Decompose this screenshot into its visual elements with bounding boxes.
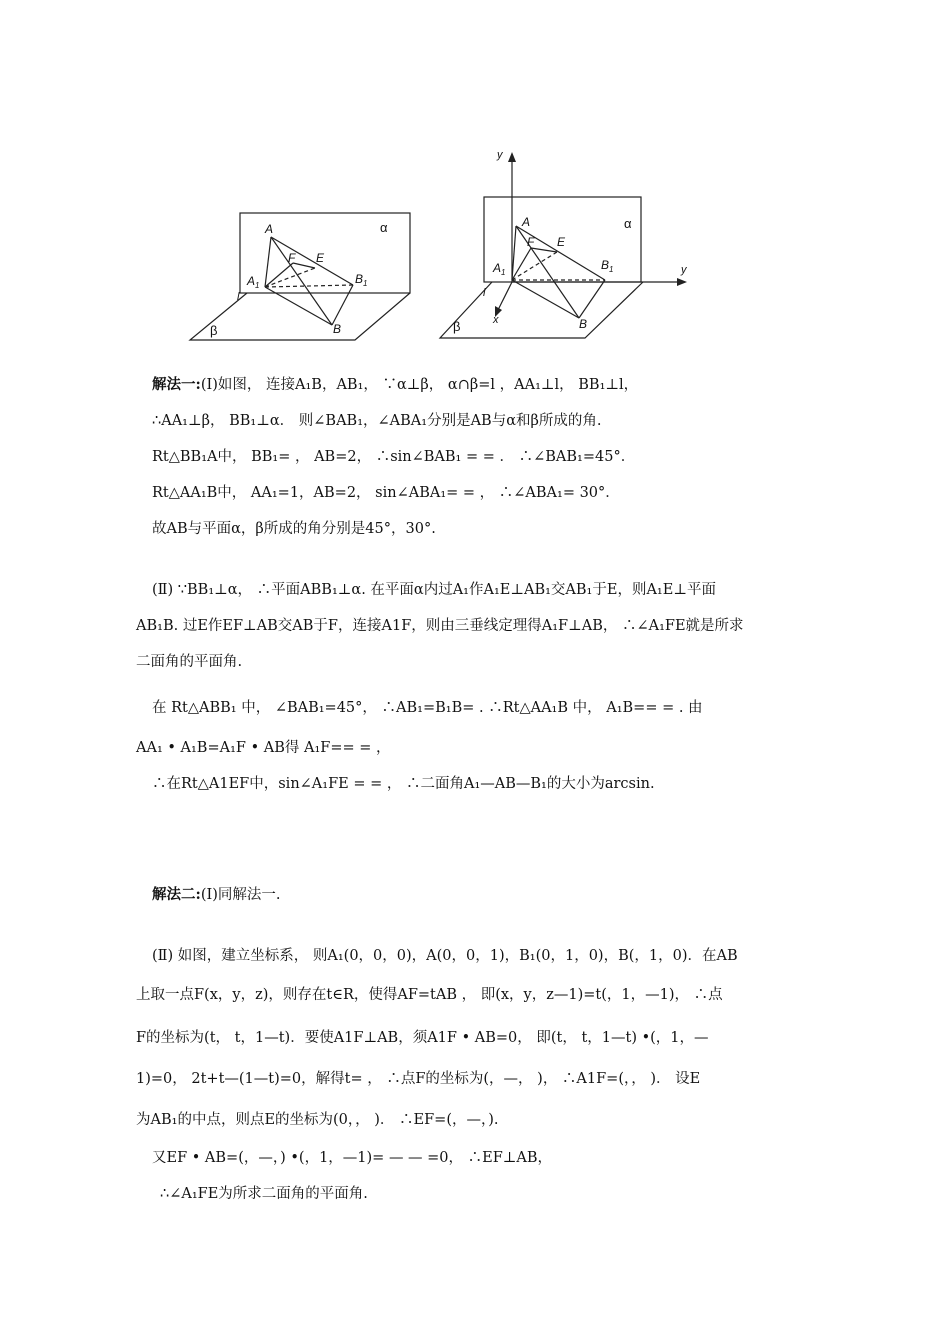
part-two-line-6: ∴在Rt△A1EF中，sin∠A₁FE = = ， ∴二面角A₁—AB—B₁的大小为arcsin. [152,776,655,792]
label-A: A [265,222,274,236]
label-A1: $A_1$ [493,261,506,277]
figure-left [185,205,415,350]
label-y-axis-right: y [681,264,687,276]
label-beta: β [453,319,461,334]
solution-one-line-4: Rt△AA₁B中， AA₁=1，AB=2， sin∠ABA₁= = ， ∴∠ABA₁= 30°． [152,485,620,501]
part-two-line-1: (Ⅱ) ∵BB₁⊥α， ∴平面ABB₁⊥α. 在平面α内过A₁作A₁E⊥AB₁交AB₁于E，则A₁E⊥平面 [152,582,716,598]
label-F: F [527,235,535,249]
solution-two-line-7: 又EF • AB=(，—，) •(，1，—1)= — — =0， ∴EF⊥AB， [152,1150,553,1166]
solution-one-line-1: 解法一:(Ⅰ)如图， 连接A₁B，AB₁， ∵α⊥β， α∩β=l ，AA₁⊥l， BB₁⊥l， [152,376,639,393]
solution-one-line-5: 故AB与平面α，β所成的角分别是45°，30°. [152,521,436,537]
label-A: A [522,215,531,229]
figure-right [435,140,715,345]
solution-two-line-3: 上取一点F(x，y，z)，则存在t∈R，使得AF=tAB ， 即(x，y，z—1)=t(，1，—1)， ∴点 [136,987,723,1003]
solution-two-line-5: 1)=0， 2t+t—(1—t)=0，解得t= ， ∴点F的坐标为(，—， )， ∴A1F=(，， )． 设E [136,1071,701,1087]
part-two-line-5: AA₁ • A₁B=A₁F • AB得 A₁F== = ， [136,740,391,756]
solution-one-line-2: ∴AA₁⊥β， BB₁⊥α． 则∠BAB₁，∠ABA₁分别是AB与α和β所成的角. [152,413,602,429]
label-B: B [333,322,342,336]
solution-two-line-4: F的坐标为(t， t，1—t)．要使A1F⊥AB，须A1F • AB=0， 即(t， t，1—t) •(，1，— [136,1030,709,1046]
solution-two-line-2: (Ⅱ) 如图，建立坐标系， 则A₁(0，0，0)，A(0，0，1)，B₁(0，1，0)，B(，1，0)．在AB [152,948,738,964]
label-A1: $A_1$ [247,274,260,290]
solution-two-line-1: 解法二:(Ⅰ)同解法一. [152,886,281,903]
label-E: E [316,251,325,265]
label-x-axis: x [493,314,499,326]
solution-one-line-3: Rt△BB₁A中， BB₁= ， AB=2， ∴sin∠BAB₁ = = ． ∴∠BAB₁=45°． [152,449,636,465]
label-y-axis-top: y [497,149,503,161]
label-B1: $B_1$ [355,272,368,288]
part-two-line-2: AB₁B. 过E作EF⊥AB交AB于F，连接A1F，则由三垂线定理得A₁F⊥AB， ∴∠A₁FE就是所求 [136,618,744,634]
solution-two-line-6: 为AB₁的中点，则点E的坐标为(0，， )． ∴EF=(，—，). [136,1112,499,1128]
label-l: l [237,291,240,303]
label-F: F [288,251,296,265]
part-two-line-3: 二面角的平面角. [136,654,243,670]
label-B: B [579,317,588,331]
part-two-line-4: 在 Rt△ABB₁ 中， ∠BAB₁=45°， ∴AB₁=B₁B= . ∴Rt△AA₁B 中， A₁B== = . 由 [152,700,703,716]
label-alpha: α [380,220,388,235]
solution-two-heading: 解法二: [152,886,201,903]
solution-two-line-8: ∴∠A₁FE为所求二面角的平面角. [160,1186,368,1202]
label-l: l [483,287,486,299]
label-E: E [557,235,566,249]
solution-one-heading: 解法一: [152,376,201,393]
label-beta: β [210,323,218,338]
label-alpha: α [624,216,632,231]
label-B1: $B_1$ [601,258,614,274]
